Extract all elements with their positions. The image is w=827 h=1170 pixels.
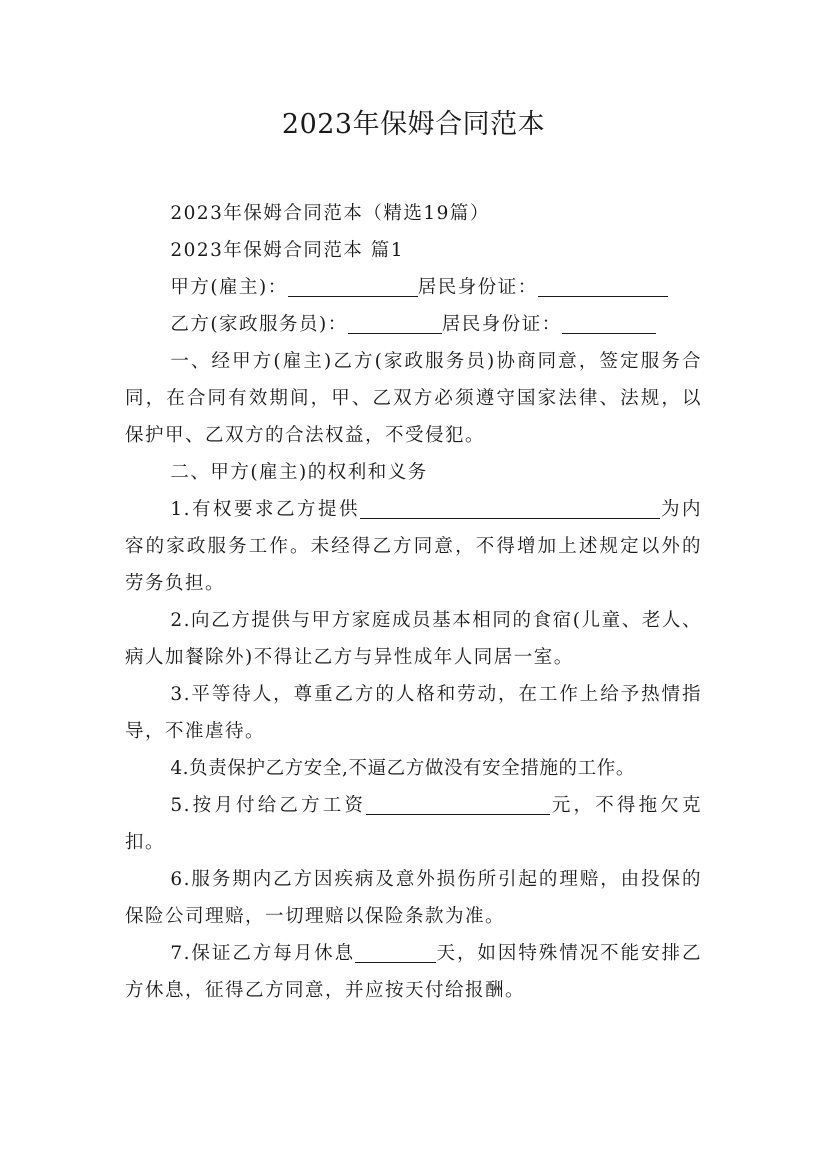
document-subtitle: 2023年保姆合同范本（精选19篇） — [170, 203, 490, 224]
item-5-salary-blank[interactable] — [366, 794, 550, 814]
item-3: 3.平等待人，尊重乙方的人格和劳动，在工作上给予热情指导，不准虐待。 — [125, 684, 702, 742]
item-1 — [125, 491, 702, 602]
item-5-prefix: 5.按月付给乙方工资 — [170, 795, 367, 816]
party-a-line — [125, 269, 702, 306]
party-a-label: 甲方(雇主)： — [170, 277, 288, 298]
clause-1: 一、经甲方(雇主)乙方(家政服务员)协商同意，签定服务合同，在合同有效期间，甲、乙双方必须遵守国家法律、法规，以保护甲、乙双方的合法权益，不受侵犯。 — [125, 351, 702, 446]
item-1-suffix: 为内容的家政服务工作。未经得乙方同意，不得增加上述规定以外的劳务负担。 — [125, 499, 702, 594]
item-1-prefix: 1.有权要求乙方提供 — [170, 499, 360, 520]
item-7 — [125, 935, 702, 1009]
item-2: 2.向乙方提供与甲方家庭成员基本相同的食宿(儿童、老人、病人加餐除外)不得让乙方与异性成年人同居一室。 — [125, 610, 702, 668]
party-a-id-blank[interactable] — [538, 276, 668, 296]
document-title: 2023年保姆合同范本 — [281, 109, 546, 140]
party-a-name-blank[interactable] — [288, 276, 418, 296]
party-b-id-blank[interactable] — [562, 313, 656, 333]
item-5 — [125, 787, 702, 861]
party-b-label: 乙方(家政服务员)： — [170, 314, 348, 335]
document-body — [125, 195, 702, 1009]
item-7-prefix: 7.保证乙方每月休息 — [170, 943, 356, 964]
party-b-line — [125, 306, 702, 343]
party-b-id-label: 居民身份证： — [441, 314, 562, 335]
item-6: 6.服务期内乙方因疾病及意外损伤所引起的理赔，由投保的保险公司理赔，一切理赔以保险条款为准。 — [125, 869, 702, 927]
item-7-days-blank[interactable] — [355, 942, 436, 962]
chapter-heading: 2023年保姆合同范本 篇1 — [170, 240, 405, 261]
item-7-suffix: 天，如因特殊情况不能安排乙方休息，征得乙方同意，并应按天付给报酬。 — [125, 943, 702, 1001]
party-b-name-blank[interactable] — [348, 313, 442, 333]
item-4: 4.负责保护乙方安全,不逼乙方做没有安全措施的工作。 — [170, 758, 635, 779]
item-1-blank[interactable] — [360, 498, 660, 518]
section-2-heading: 二、甲方(雇主)的权利和义务 — [170, 462, 428, 483]
item-5-suffix: 元，不得拖欠克扣。 — [125, 795, 702, 853]
party-a-id-label: 居民身份证： — [417, 277, 538, 298]
